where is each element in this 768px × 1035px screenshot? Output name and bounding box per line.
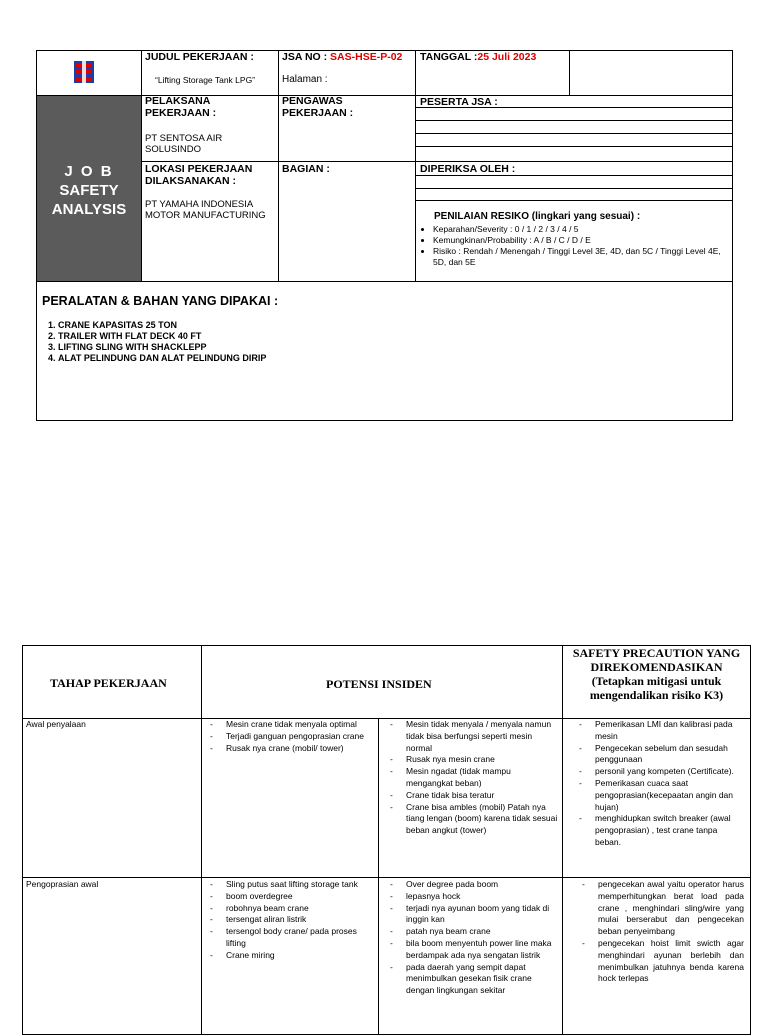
list-item: - Terjadi ganguan pengoprasian crane bbox=[226, 731, 371, 743]
jsa-no-label: JSA NO : bbox=[282, 51, 328, 63]
potensi-a-list bbox=[226, 879, 371, 962]
list-item: - Mesin ngadat (tidak mampu mengangkat beban) bbox=[406, 766, 558, 790]
safety-header-title: SAFETY PRECAUTION YANG DIREKOMENDASIKAN bbox=[572, 646, 741, 674]
list-item: - pengecekan hoist limit swicth agar menghindari ayunan berlebih dan menimbulkan jatuhnya benda karena hock terlepas bbox=[598, 938, 744, 985]
list-item: - Mesin tidak menyala / menyala namun tidak bisa berfungsi seperti mesin normal bbox=[406, 719, 558, 754]
list-item: - Mesin crane tidak menyala optimal bbox=[226, 719, 371, 731]
list-item: - Crane miring bbox=[226, 950, 371, 962]
penilaian-list bbox=[421, 224, 733, 268]
equipment-item: 3. LIFTING SLING WITH SHACKLEPP bbox=[58, 342, 266, 353]
safety-header-sub: (Tetapkan mitigasi untuk mengendalikan risiko K3) bbox=[589, 674, 724, 702]
jsa-side-panel bbox=[37, 96, 141, 281]
peserta-label: PESERTA JSA : bbox=[420, 96, 498, 108]
pelaksana-value: PT SENTOSA AIR SOLUSINDO bbox=[145, 133, 223, 155]
jsa-no-value: SAS-HSE-P-02 bbox=[330, 51, 403, 63]
jsa-no bbox=[282, 51, 402, 63]
equipment-title: PERALATAN & BAHAN YANG DIPAKAI : bbox=[42, 294, 279, 308]
list-item: - Over degree pada boom bbox=[406, 879, 558, 891]
equipment-item: 4. ALAT PELINDUNG DAN ALAT PELINDUNG DIRIP bbox=[58, 353, 266, 364]
list-item: - robohnya beam crane bbox=[226, 903, 371, 915]
side-title-line2: SAFETY bbox=[59, 182, 119, 199]
list-item: - terjadi nya ayunan boom yang tidak di inggin kan bbox=[406, 903, 558, 927]
penilaian-item: • Risiko : Rendah / Menengah / Tinggi Level 3E, 4D, dan 5C / Tinggi Level 4E, 5D, dan 5E bbox=[433, 246, 733, 268]
list-item: - patah nya beam crane bbox=[406, 926, 558, 938]
list-item: - Pemerikasan cuaca saat pengoprasian(kecepaatan angin dan hujan) bbox=[595, 778, 745, 813]
side-title-line1: J O B bbox=[64, 163, 114, 180]
halaman-label: Halaman : bbox=[282, 74, 328, 85]
list-item: - lepasnya hock bbox=[406, 891, 558, 903]
potensi-a-list bbox=[226, 719, 371, 754]
penilaian-title: PENILAIAN RESIKO (lingkari yang sesuai) : bbox=[434, 211, 641, 222]
list-item: - personil yang kompeten (Certificate). bbox=[595, 766, 745, 778]
col-header-safety bbox=[565, 646, 748, 702]
list-item: - Rusak nya mesin crane bbox=[406, 754, 558, 766]
equipment-list bbox=[36, 320, 266, 364]
lokasi-value: PT YAMAHA INDONESIA MOTOR MANUFACTURING bbox=[145, 199, 266, 221]
equipment-item: 1. CRANE KAPASITAS 25 TON bbox=[58, 320, 266, 331]
safety-list bbox=[598, 879, 744, 985]
lokasi-label: LOKASI PEKERJAAN DILAKSANAKAN : bbox=[145, 163, 253, 187]
judul-value: “Lifting Storage Tank LPG” bbox=[155, 75, 256, 85]
company-logo bbox=[72, 60, 96, 84]
list-item: - Sling putus saat lifting storage tank bbox=[226, 879, 371, 891]
judul-label: JUDUL PEKERJAAN : bbox=[145, 51, 254, 63]
penilaian-item: • Keparahan/Severity : 0 / 1 / 2 / 3 / 4 / 5 bbox=[433, 224, 733, 235]
list-item: - tersengol body crane/ pada proses lifting bbox=[226, 926, 371, 950]
list-item: - bila boom menyentuh power line maka berdampak ada nya sengatan listrik bbox=[406, 938, 558, 962]
col-header-potensi: POTENSI INSIDEN bbox=[326, 677, 432, 691]
list-item: - Pemerikasan LMI dan kalibrasi pada mesin bbox=[595, 719, 745, 743]
potensi-b-list bbox=[406, 879, 558, 997]
list-item: - Crane bisa ambles (mobil) Patah nya tiang lengan (boom) karena tidak sesuai beban angkut (tower) bbox=[406, 802, 558, 837]
list-item: - boom overdegree bbox=[226, 891, 371, 903]
penilaian-item: • Kemungkinan/Probability : A / B / C / D / E bbox=[433, 235, 733, 246]
safety-list bbox=[595, 719, 745, 849]
pengawas-label: PENGAWAS PEKERJAAN : bbox=[282, 95, 354, 119]
list-item: - pada daerah yang sempit dapat menimbulkan gesekan fisik crane dengan lingkungan sekitar bbox=[406, 962, 558, 997]
list-item: - menghidupkan switch breaker (awal pengoprasian) , test crane tanpa beban. bbox=[595, 813, 745, 848]
list-item: - Crane tidak bisa teratur bbox=[406, 790, 558, 802]
list-item: - Pengecekan sebelum dan sesudah penggunaan bbox=[595, 743, 745, 767]
side-title-line3: ANALYSIS bbox=[51, 201, 127, 218]
list-item: - tersengat aliran listrik bbox=[226, 914, 371, 926]
col-header-tahap: TAHAP PEKERJAAN bbox=[50, 676, 167, 690]
bagian-label: BAGIAN : bbox=[282, 163, 330, 175]
tahap-cell: Awal penyalaan bbox=[26, 719, 86, 729]
tanggal bbox=[420, 51, 536, 63]
tanggal-label: TANGGAL : bbox=[420, 51, 478, 63]
equipment-item: 2. TRAILER WITH FLAT DECK 40 FT bbox=[58, 331, 266, 342]
tahap-cell: Pengoprasian awal bbox=[26, 879, 99, 889]
potensi-b-list bbox=[406, 719, 558, 837]
pelaksana-label: PELAKSANA PEKERJAAN : bbox=[145, 95, 217, 119]
tanggal-value: 25 Juli 2023 bbox=[477, 51, 537, 63]
list-item: - pengecekan awal yaitu operator harus memperhitungkan berat load pada crane , menghindari sling/wire yang mulai berserabut dan pengecekan beban penyeimbang bbox=[598, 879, 744, 938]
diperiksa-label: DIPERIKSA OLEH : bbox=[420, 163, 516, 175]
list-item: - Rusak nya crane (mobil/ tower) bbox=[226, 743, 371, 755]
